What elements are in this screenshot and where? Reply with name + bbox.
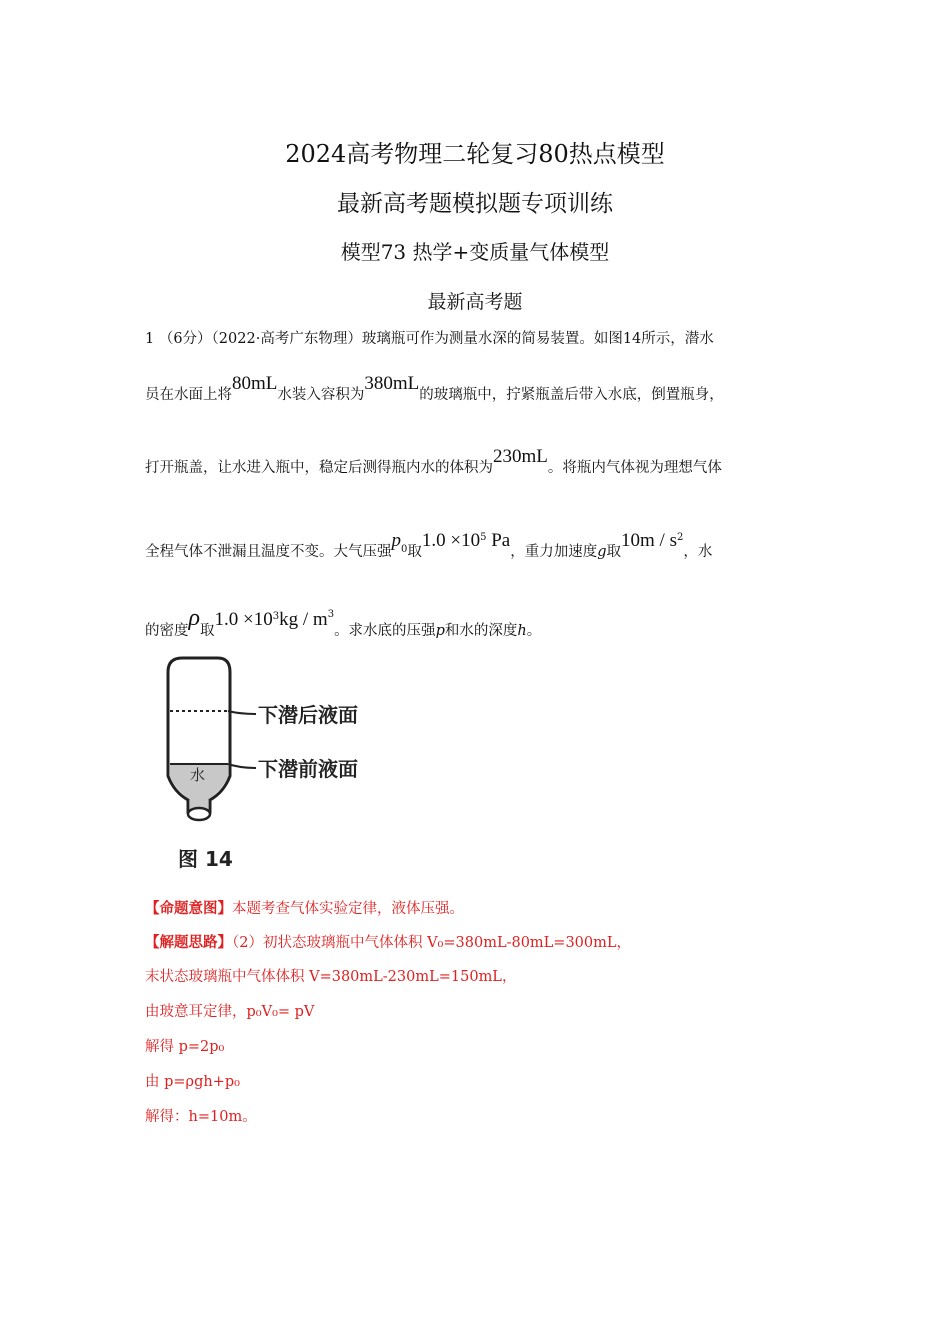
problem-line-2: 员在水面上将80mL水装入容积为380mL的玻璃瓶中，拧紧瓶盖后带入水底，倒置瓶身， <box>145 373 724 403</box>
page-subtitle: 最新高考题模拟题专项训练 <box>337 191 613 217</box>
before-level-label: 下潜前液面 <box>258 757 358 781</box>
problem-line-1: 1 （6分）（2022·高考广东物理）玻璃瓶可作为测量水深的简易装置。如图14所示，潜水 <box>145 331 714 347</box>
model-title: 模型73 热学+变质量气体模型 <box>340 240 610 264</box>
solution-step-6: 解得：h=10m。 <box>145 1109 257 1125</box>
bottle-mouth <box>188 808 210 820</box>
problem-line-5: 的密度ρ取$1.0 \times 10^3kg / m^3$。求水底的压强p和水的深度h。 <box>145 605 542 639</box>
solution-step-2: 末状态玻璃瓶中气体体积 V=380mL-230mL=150mL， <box>145 969 517 985</box>
figure-caption: 图 14 <box>178 847 233 871</box>
section-heading: 最新高考题 <box>427 291 523 313</box>
bottle-figure <box>160 652 400 881</box>
after-level-label: 下潜后液面 <box>258 703 358 727</box>
page-title: 2024高考物理二轮复习80热点模型 <box>285 140 665 168</box>
solution-step-4: 解得 p=2p₀ <box>145 1039 225 1055</box>
solution-step-5: 由 p=ρgh+p₀ <box>145 1074 240 1090</box>
before-leader <box>228 764 256 768</box>
bottle-diagram <box>160 652 400 877</box>
solution-step-3: 由玻意耳定律，p₀V₀= pV <box>145 1004 315 1020</box>
problem-line-4: 全程气体不泄漏且温度不变。大气压强$p_0$取$1.0 \times 10^5$ Pa，重力加速度g取$10m / s^2$，水 <box>145 530 713 560</box>
solution-intent: 【命题意图】本题考查气体实验定律，液体压强。 <box>145 900 464 917</box>
water-label: 水 <box>190 766 206 784</box>
after-leader <box>228 711 256 714</box>
problem-line-3: 打开瓶盖，让水进入瓶中，稳定后测得瓶内水的体积为230mL。将瓶内气体视为理想气体 <box>145 446 722 476</box>
solution-idea: 【解题思路】（2）初状态玻璃瓶中气体体积 V₀=380mL-80mL=300mL， <box>145 934 632 951</box>
